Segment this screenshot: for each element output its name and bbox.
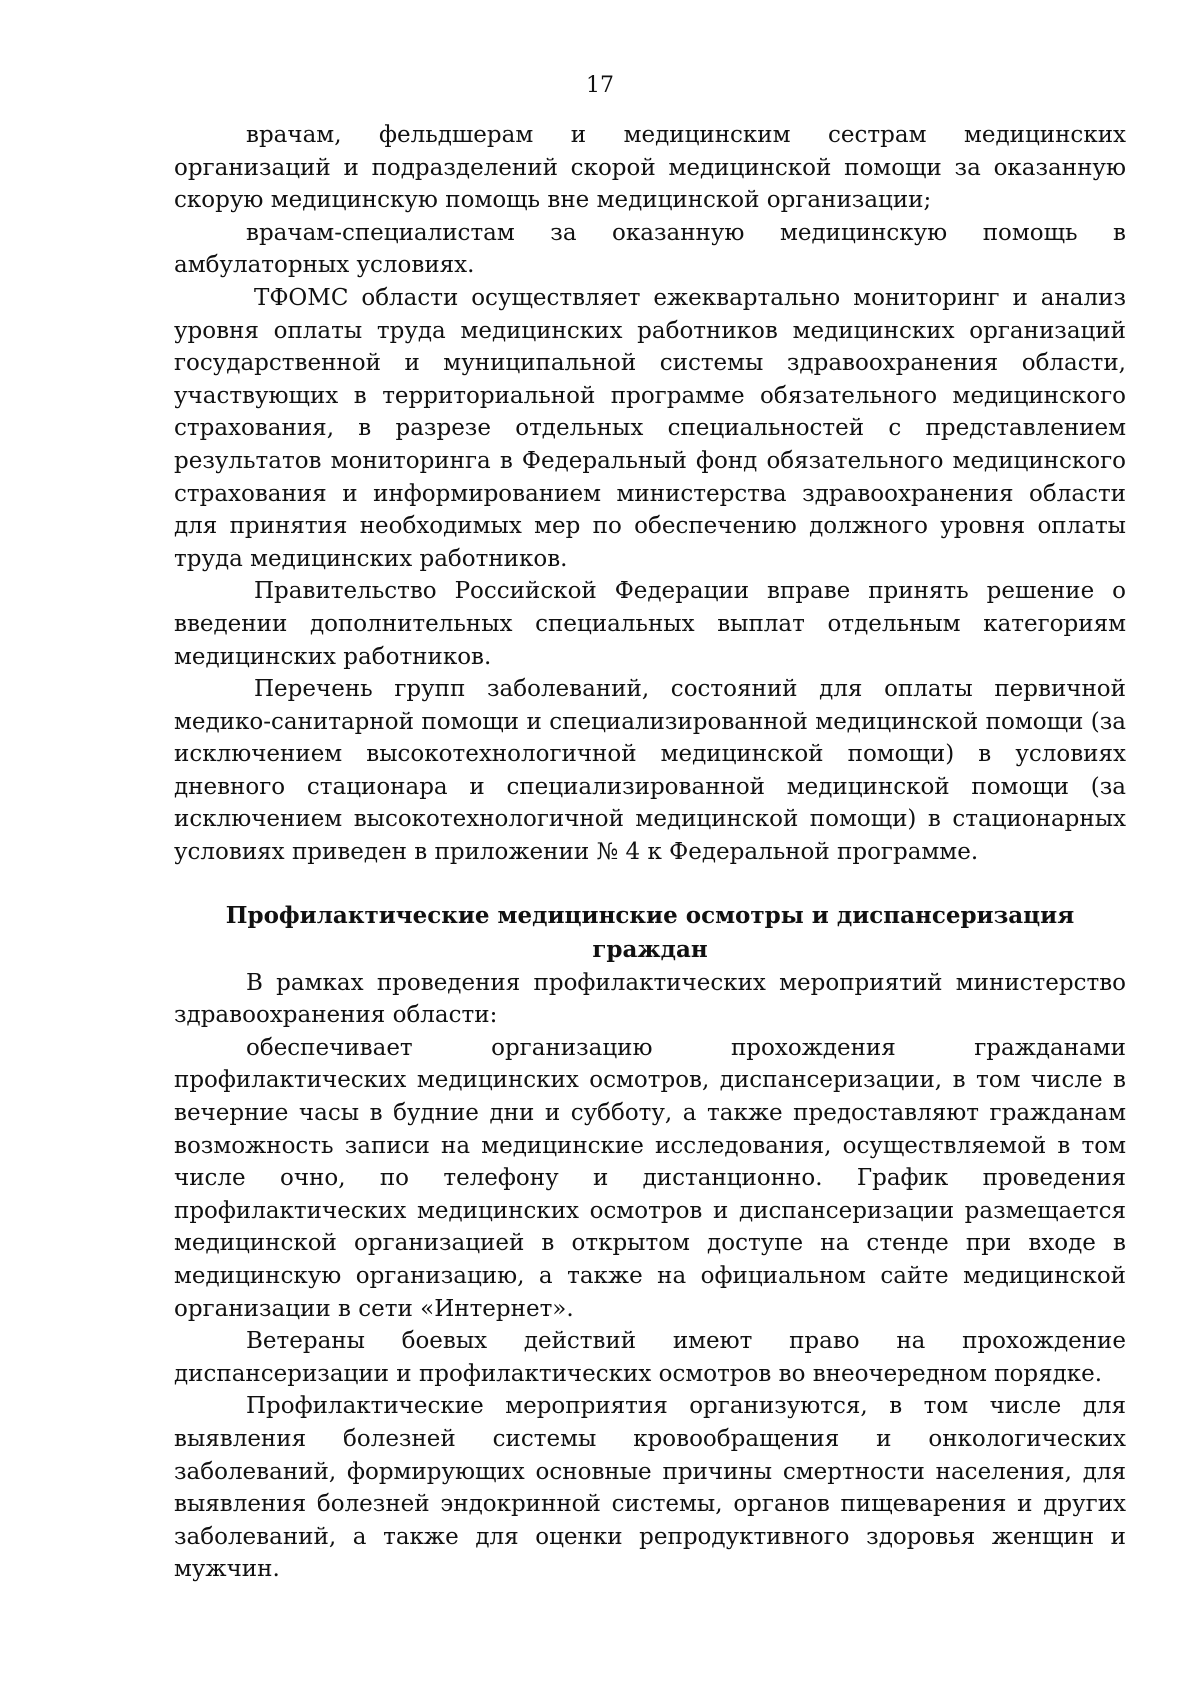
section-heading: Профилактические медицинские осмотры и диспансеризация граждан bbox=[225, 901, 1075, 963]
paragraph-preventive-measures: В рамках проведения профилактических мероприятий министерство здравоохранения области: bbox=[174, 969, 1126, 1029]
paragraph-payments-specialists: врачам-специалистам за оказанную медицинскую помощь в амбулаторных условиях. bbox=[174, 219, 1126, 279]
paragraph-tfoms-monitoring: ТФОМС области осуществляет ежеквартально мониторинг и анализ уровня оплаты труда медицинских работников медицинских организаций государственной и муниципальной системы здравоохранения области, участвующих в территориальной программе обязательного медицинского страхования, в разрезе отдельных специальностей с представлением результатов мониторинга в Федеральный фонд обязательного медицинского страхования и информированием министерства здравоохранения области для принятия необходимых мер по обеспечению должного уровня оплаты труда медицинских работников. bbox=[174, 284, 1126, 572]
paragraph-veterans: Ветераны боевых действий имеют право на прохождение диспансеризации и профилактических осмотров во внеочередном порядке. bbox=[174, 1328, 1126, 1387]
paragraph-government-decision: Правительство Российской Федерации вправе принять решение о введении дополнительных специальных выплат отдельным категориям медицинских работников. bbox=[174, 578, 1126, 670]
page-number: 17 bbox=[586, 73, 614, 98]
document-body bbox=[174, 119, 1126, 1586]
paragraph-preventive-goals: Профилактические мероприятия организуются, в том числе для выявления болезней системы кровообращения и онкологических заболеваний, формирующих основные причины смертности населения, для выявления болезней эндокринной системы, органов пищеварения и других заболеваний, а также для оценки репродуктивного здоровья женщин и мужчин. bbox=[174, 1393, 1126, 1583]
paragraph-payments-ambulance: врачам, фельдшерам и медицинским сестрам медицинских организаций и подразделений скорой медицинской помощи за оказанную скорую медицинскую помощь вне медицинской организации; bbox=[174, 122, 1126, 214]
paragraph-organization-checkups: обеспечивает организацию прохождения гражданами профилактических медицинских осмотров, диспансеризации, в том числе в вечерние часы в будние дни и субботу, а также предоставляют гражданам возможность записи на медицинские исследования, осуществляемой в том числе очно, по телефону и дистанционно. График проведения профилактических медицинских осмотров и диспансеризации размещается медицинской организацией в открытом доступе на стенде при входе в медицинскую организацию, а также на официальном сайте медицинской организации в сети «Интернет». bbox=[174, 1034, 1126, 1322]
paragraph-disease-groups: Перечень групп заболеваний, состояний для оплаты первичной медико-санитарной помощи и специализированной медицинской помощи (за исключением высокотехнологичной медицинской помощи) в условиях дневного стационара и специализированной медицинской помощи (за исключением высокотехнологичной медицинской помощи) в стационарных условиях приведен в приложении № 4 к Федеральной программе. bbox=[174, 676, 1126, 866]
